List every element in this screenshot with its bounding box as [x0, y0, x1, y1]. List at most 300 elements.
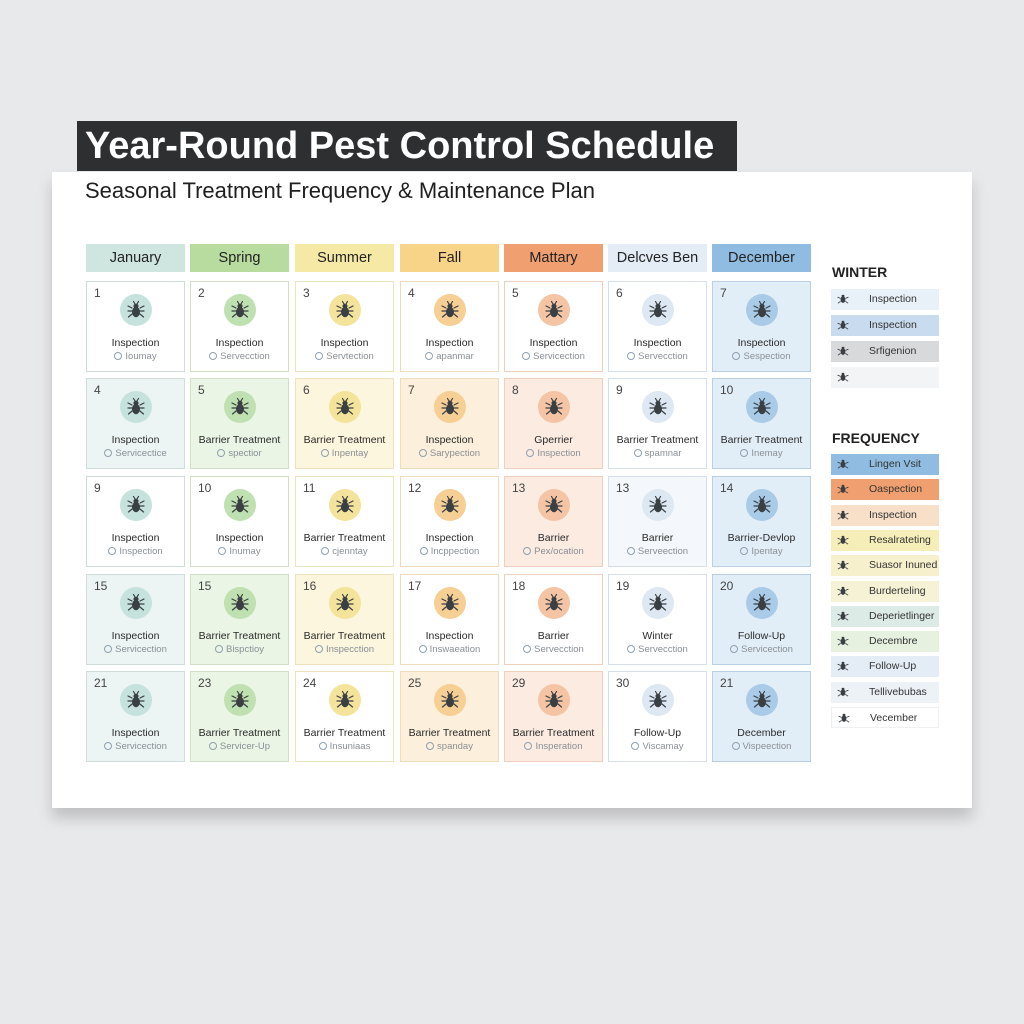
cell-service: Inspection: [111, 434, 160, 446]
legend-item-label: Suasor Inuned: [869, 559, 938, 572]
bug-icon: [837, 483, 849, 495]
cell-subtext-label: Servicection: [115, 741, 167, 752]
cell-subtext: [505, 546, 602, 557]
bug-icon: [120, 489, 152, 521]
cell-subtext-label: Pex/ocation: [534, 546, 584, 557]
cell-day: 3: [303, 286, 310, 300]
cell-day: 10: [720, 383, 734, 397]
legend-item-label: Oaspection: [869, 483, 923, 496]
cell-day: 18: [512, 579, 526, 593]
schedule-cell[interactable]: [400, 281, 499, 372]
column-header-4: Fall: [400, 244, 499, 272]
cell-day: 6: [616, 286, 623, 300]
cell-subtext: [401, 351, 498, 362]
cell-subtext: [713, 546, 810, 557]
cell-day: 12: [408, 481, 422, 495]
bug-icon: [329, 684, 361, 716]
service-icon: [426, 742, 434, 750]
cell-service: Barrier-Devlop: [727, 532, 796, 544]
legend-item-label: Deperietlinger: [869, 609, 935, 622]
schedule-cell[interactable]: [504, 574, 603, 665]
bug-icon: [837, 534, 849, 546]
legend-item-label: Decembre: [869, 635, 918, 648]
cell-day: 17: [408, 579, 422, 593]
bug-icon: [837, 509, 849, 521]
cell-subtext: [713, 644, 810, 655]
bug-icon: [837, 559, 849, 571]
legend-item-label: Burderteling: [869, 584, 926, 597]
cell-day: 15: [94, 579, 108, 593]
cell-subtext-label: Incppection: [430, 546, 480, 557]
bug-icon: [120, 684, 152, 716]
legend-item-label: Inspection: [869, 508, 917, 521]
cell-subtext: [401, 448, 498, 459]
schedule-cell[interactable]: [190, 281, 289, 372]
legend-item: [831, 631, 939, 652]
schedule-cell[interactable]: [400, 574, 499, 665]
service-icon: [114, 352, 122, 360]
bug-icon: [642, 684, 674, 716]
cell-service: Barrier Treatment: [408, 727, 491, 739]
service-icon: [104, 449, 112, 457]
service-icon: [523, 547, 531, 555]
cell-service: Barrier Treatment: [198, 630, 281, 642]
cell-day: 13: [616, 481, 630, 495]
cell-service: Barrier Treatment: [616, 434, 699, 446]
cell-subtext: [87, 448, 184, 459]
service-icon: [526, 449, 534, 457]
service-icon: [420, 547, 428, 555]
cell-day: 7: [408, 383, 415, 397]
cell-service: Follow-Up: [633, 727, 682, 739]
schedule-cell[interactable]: [295, 574, 394, 665]
cell-subtext-label: Inswaeation: [429, 644, 481, 655]
bug-icon: [224, 294, 256, 326]
cell-service: Barrier Treatment: [303, 630, 386, 642]
cell-day: 24: [303, 676, 317, 690]
service-icon: [523, 645, 531, 653]
cell-subtext: [609, 741, 706, 752]
bug-icon: [746, 294, 778, 326]
cell-service: Barrier Treatment: [303, 727, 386, 739]
page-subtitle: Seasonal Treatment Frequency & Maintenance Plan: [85, 178, 595, 203]
schedule-cell[interactable]: [608, 671, 707, 762]
service-icon: [732, 742, 740, 750]
service-icon: [209, 742, 217, 750]
cell-day: 25: [408, 676, 422, 690]
cell-subtext: [505, 644, 602, 655]
cell-day: 21: [94, 676, 108, 690]
cell-subtext: [505, 351, 602, 362]
cell-subtext-label: Serveection: [637, 546, 689, 557]
cell-subtext-label: Insuniaas: [329, 741, 371, 752]
cell-service: December: [737, 727, 786, 739]
service-icon: [215, 645, 223, 653]
column-header-3: Summer: [295, 244, 394, 272]
service-icon: [627, 352, 635, 360]
bug-icon: [538, 684, 570, 716]
cell-day: 2: [198, 286, 205, 300]
service-icon: [522, 352, 530, 360]
cell-subtext-label: Inspection: [537, 448, 581, 459]
schedule-cell[interactable]: [504, 671, 603, 762]
legend-item: [831, 555, 939, 576]
cell-subtext-label: Inpentay: [331, 448, 369, 459]
bug-icon: [329, 587, 361, 619]
cell-day: 5: [512, 286, 519, 300]
legend-item-label: Vecember: [870, 712, 918, 724]
bug-icon: [642, 587, 674, 619]
cell-day: 8: [512, 383, 519, 397]
cell-subtext: [87, 741, 184, 752]
bug-icon: [224, 489, 256, 521]
cell-subtext: [505, 741, 602, 752]
schedule-cell[interactable]: [190, 476, 289, 567]
schedule-cell[interactable]: [712, 378, 811, 469]
bug-icon: [837, 345, 849, 357]
bug-icon: [837, 635, 849, 647]
cell-subtext: [401, 741, 498, 752]
cell-subtext-label: Inspection: [119, 546, 163, 557]
schedule-cell[interactable]: [712, 574, 811, 665]
service-icon: [108, 547, 116, 555]
column-header-7: December: [712, 244, 811, 272]
cell-service: Barrier Treatment: [303, 532, 386, 544]
column-header-2: Spring: [190, 244, 289, 272]
cell-service: Barrier: [537, 532, 570, 544]
service-icon: [627, 645, 635, 653]
legend-item: [831, 707, 939, 728]
schedule-cell[interactable]: [190, 574, 289, 665]
cell-subtext-label: spanday: [437, 741, 473, 752]
cell-subtext: [87, 644, 184, 655]
schedule-cell[interactable]: [86, 281, 185, 372]
bug-icon: [120, 587, 152, 619]
bug-icon: [837, 293, 849, 305]
service-icon: [315, 352, 323, 360]
cell-service: Inspection: [633, 337, 682, 349]
cell-subtext: [296, 448, 393, 459]
cell-subtext-label: spectior: [228, 448, 262, 459]
schedule-cell[interactable]: [86, 378, 185, 469]
legend-item: [831, 530, 939, 551]
service-icon: [209, 352, 217, 360]
cell-day: 11: [303, 481, 316, 495]
service-icon: [218, 547, 226, 555]
schedule-cell[interactable]: [295, 378, 394, 469]
schedule-cell[interactable]: [504, 476, 603, 567]
cell-service: Inspection: [111, 727, 160, 739]
service-icon: [321, 547, 329, 555]
cell-service: Inspection: [425, 434, 474, 446]
service-icon: [419, 449, 427, 457]
cell-service: Barrier Treatment: [303, 434, 386, 446]
cell-subtext-label: Bispctioy: [225, 644, 264, 655]
service-icon: [740, 449, 748, 457]
cell-service: Inspection: [320, 337, 369, 349]
cell-day: 14: [720, 481, 734, 495]
schedule-cell[interactable]: [190, 671, 289, 762]
cell-subtext-label: cjenntay: [332, 546, 368, 557]
service-icon: [419, 645, 427, 653]
cell-day: 5: [198, 383, 205, 397]
cell-day: 1: [94, 286, 101, 300]
bug-icon: [837, 610, 849, 622]
schedule-cell[interactable]: [712, 671, 811, 762]
legend-winter-title: WINTER: [832, 264, 888, 280]
cell-subtext: [191, 644, 288, 655]
legend-item: [831, 581, 939, 602]
bug-icon: [329, 391, 361, 423]
cell-subtext: [713, 351, 810, 362]
legend-item: [831, 682, 939, 703]
service-icon: [730, 645, 738, 653]
cell-service: Inspection: [737, 337, 786, 349]
cell-service: Inspection: [111, 630, 160, 642]
cell-subtext: [505, 448, 602, 459]
service-icon: [315, 645, 323, 653]
cell-service: Inspection: [215, 337, 264, 349]
cell-subtext: [191, 351, 288, 362]
schedule-cell[interactable]: [608, 476, 707, 567]
cell-subtext-label: Inumay: [229, 546, 261, 557]
bug-icon: [434, 294, 466, 326]
cell-subtext-label: Servicection: [741, 644, 793, 655]
column-header-1: January: [86, 244, 185, 272]
schedule-cell[interactable]: [400, 671, 499, 762]
cell-service: Barrier Treatment: [720, 434, 803, 446]
cell-subtext-label: Vispeection: [742, 741, 792, 752]
schedule-cell[interactable]: [608, 281, 707, 372]
schedule-cell[interactable]: [712, 476, 811, 567]
bug-icon: [434, 587, 466, 619]
page-title: Year-Round Pest Control Schedule: [77, 121, 737, 171]
cell-day: 20: [720, 579, 734, 593]
bug-icon: [746, 391, 778, 423]
legend-item-label: Lingen Vsit: [869, 458, 921, 470]
cell-service: Inspection: [425, 532, 474, 544]
cell-subtext-label: Servicection: [533, 351, 585, 362]
service-icon: [321, 449, 329, 457]
service-icon: [634, 449, 642, 457]
legend-frequency-title: FREQUENCY: [832, 430, 920, 446]
schedule-cell[interactable]: [400, 476, 499, 567]
cell-day: 4: [408, 286, 415, 300]
legend-item: [831, 656, 939, 677]
cell-day: 6: [303, 383, 310, 397]
cell-service: Barrier Treatment: [198, 434, 281, 446]
bug-icon: [837, 371, 849, 383]
bug-icon: [837, 686, 849, 698]
cell-subtext: [296, 546, 393, 557]
cell-day: 9: [616, 383, 623, 397]
cell-day: 10: [198, 481, 212, 495]
cell-service: Inspection: [529, 337, 578, 349]
bug-icon: [434, 489, 466, 521]
schedule-cell[interactable]: [86, 671, 185, 762]
cell-subtext: [609, 546, 706, 557]
legend-item-label: Srfigenion: [869, 345, 917, 357]
bug-icon: [837, 585, 849, 597]
cell-subtext: [87, 546, 184, 557]
cell-subtext: [191, 448, 288, 459]
schedule-cell[interactable]: [504, 281, 603, 372]
schedule-cell[interactable]: [190, 378, 289, 469]
cell-subtext-label: spamnar: [644, 448, 682, 459]
bug-icon: [538, 587, 570, 619]
cell-service: Inspection: [111, 532, 160, 544]
cell-service: Winter: [642, 630, 673, 642]
service-icon: [217, 449, 225, 457]
cell-subtext: [609, 644, 706, 655]
cell-subtext-label: Sespection: [743, 351, 791, 362]
bug-icon: [329, 294, 361, 326]
cell-day: 15: [198, 579, 212, 593]
cell-subtext: [713, 448, 810, 459]
cell-subtext-label: Insperation: [535, 741, 583, 752]
bug-icon: [837, 319, 849, 331]
schedule-cell[interactable]: [295, 476, 394, 567]
service-icon: [524, 742, 532, 750]
legend-item-label: Follow-Up: [869, 660, 917, 673]
bug-icon: [746, 489, 778, 521]
cell-service: Gperrier: [534, 434, 573, 446]
cell-day: 13: [512, 481, 526, 495]
service-icon: [104, 645, 112, 653]
legend-item: [831, 341, 939, 362]
cell-subtext: [296, 644, 393, 655]
service-icon: [425, 352, 433, 360]
cell-subtext: [296, 351, 393, 362]
bug-icon: [746, 587, 778, 619]
cell-day: 19: [616, 579, 630, 593]
schedule-cell[interactable]: [86, 476, 185, 567]
cell-service: Inspection: [425, 630, 474, 642]
cell-day: 29: [512, 676, 526, 690]
cell-subtext-label: apanmar: [436, 351, 474, 362]
cell-subtext-label: Servecction: [638, 351, 688, 362]
cell-subtext-label: Servecction: [638, 644, 688, 655]
cell-subtext: [87, 351, 184, 362]
bug-icon: [642, 391, 674, 423]
bug-icon: [120, 391, 152, 423]
bug-icon: [120, 294, 152, 326]
legend-item: [831, 367, 939, 388]
cell-day: 23: [198, 676, 212, 690]
bug-icon: [224, 684, 256, 716]
schedule-cell[interactable]: [504, 378, 603, 469]
legend-item: [831, 289, 939, 310]
cell-service: Barrier Treatment: [198, 727, 281, 739]
service-icon: [740, 547, 748, 555]
cell-subtext-label: Servicectice: [115, 448, 167, 459]
service-icon: [627, 547, 635, 555]
cell-day: 4: [94, 383, 101, 397]
cell-day: 9: [94, 481, 101, 495]
legend-item-label: Resalrateting: [869, 533, 931, 546]
cell-service: Barrier: [537, 630, 570, 642]
cell-day: 16: [303, 579, 317, 593]
cell-subtext: [713, 741, 810, 752]
cell-subtext: [296, 741, 393, 752]
cell-subtext-label: Ipentay: [751, 546, 783, 557]
column-header-6: Delcves Ben: [608, 244, 707, 272]
bug-icon: [538, 489, 570, 521]
legend-item-label: Tellivebubas: [869, 685, 927, 698]
legend-item: [831, 315, 939, 336]
schedule-cell[interactable]: [295, 671, 394, 762]
bug-icon: [642, 489, 674, 521]
cell-subtext-label: Servtection: [326, 351, 374, 362]
bug-icon: [838, 712, 850, 724]
cell-subtext: [401, 546, 498, 557]
cell-day: 21: [720, 676, 734, 690]
service-icon: [104, 742, 112, 750]
schedule-cell[interactable]: [295, 281, 394, 372]
service-icon: [319, 742, 327, 750]
cell-subtext: [609, 351, 706, 362]
schedule-cell[interactable]: [608, 378, 707, 469]
cell-subtext-label: Inemay: [751, 448, 783, 459]
bug-icon: [434, 684, 466, 716]
service-icon: [631, 742, 639, 750]
legend-item-label: Inspection: [869, 319, 917, 331]
legend-item: [831, 606, 939, 627]
cell-day: 7: [720, 286, 727, 300]
bug-icon: [538, 294, 570, 326]
bug-icon: [746, 684, 778, 716]
legend-item: [831, 479, 939, 500]
cell-service: Inspection: [111, 337, 160, 349]
cell-service: Barrier: [641, 532, 674, 544]
cell-subtext: [609, 448, 706, 459]
bug-icon: [837, 458, 849, 470]
cell-subtext: [191, 741, 288, 752]
bug-icon: [837, 660, 849, 672]
column-header-5: Mattary: [504, 244, 603, 272]
cell-subtext-label: Servecction: [534, 644, 584, 655]
schedule-cell[interactable]: [608, 574, 707, 665]
cell-service: Inspection: [215, 532, 264, 544]
cell-subtext-label: Viscamay: [642, 741, 684, 752]
bug-icon: [224, 587, 256, 619]
cell-subtext-label: Inspecction: [325, 644, 375, 655]
legend-item-label: Inspection: [869, 293, 917, 305]
cell-service: Barrier Treatment: [512, 727, 595, 739]
bug-icon: [642, 294, 674, 326]
schedule-cell[interactable]: [712, 281, 811, 372]
cell-subtext: [191, 546, 288, 557]
legend-item: [831, 454, 939, 475]
cell-service: Inspection: [425, 337, 474, 349]
bug-icon: [434, 391, 466, 423]
cell-service: Follow-Up: [737, 630, 786, 642]
cell-subtext-label: Servecction: [220, 351, 270, 362]
cell-day: 30: [616, 676, 630, 690]
bug-icon: [538, 391, 570, 423]
cell-subtext: [401, 644, 498, 655]
legend-item: [831, 505, 939, 526]
cell-subtext-label: Servicer-Up: [219, 741, 271, 752]
cell-subtext-label: Sarypection: [429, 448, 481, 459]
schedule-cell[interactable]: [400, 378, 499, 469]
service-icon: [732, 352, 740, 360]
bug-icon: [329, 489, 361, 521]
bug-icon: [224, 391, 256, 423]
schedule-cell[interactable]: [86, 574, 185, 665]
cell-subtext-label: Servicection: [115, 644, 167, 655]
cell-subtext-label: Ioumay: [125, 351, 157, 362]
